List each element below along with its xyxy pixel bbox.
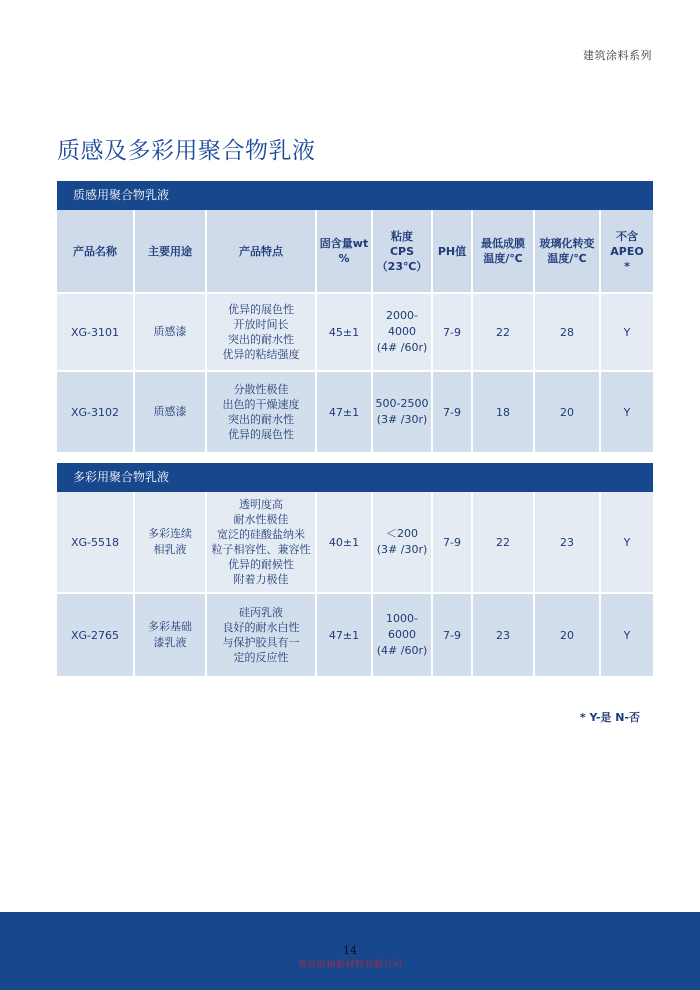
col-header-solid-content [317, 210, 373, 294]
viscosity [373, 372, 433, 454]
header-line: 温度/℃ [547, 252, 587, 265]
viscosity-spindle: (3# /30r) [376, 413, 428, 426]
features [207, 294, 317, 372]
product-name: XG-3102 [57, 372, 135, 454]
section-title-multicolor: 多彩用聚合物乳液 [57, 463, 653, 492]
viscosity [373, 594, 433, 678]
viscosity [373, 294, 433, 372]
ph-value: 7-9 [433, 594, 473, 678]
feature-line: 出色的干燥速度 [222, 398, 300, 411]
col-header-ph: PH值 [433, 210, 473, 294]
solid-content: 45±1 [317, 294, 373, 372]
mfft-value: 22 [473, 294, 535, 372]
multicolor-emulsion-table [57, 492, 653, 678]
solid-content: 47±1 [317, 372, 373, 454]
col-header-product-name: 产品名称 [57, 210, 135, 294]
use-line: 多彩基础 [148, 620, 192, 633]
tg-value: 23 [535, 492, 601, 594]
viscosity-spindle: (4# /60r) [376, 341, 428, 354]
mfft-value: 22 [473, 492, 535, 594]
feature-line: 优异的粘结强度 [222, 348, 300, 361]
solid-content: 40±1 [317, 492, 373, 594]
mfft-value: 23 [473, 594, 535, 678]
feature-line: 与保护胶具有一 [222, 636, 300, 649]
tg-value: 20 [535, 594, 601, 678]
apeo-free: Y [601, 294, 653, 372]
viscosity-value: 500-2500 [375, 397, 429, 410]
series-label: 建筑涂料系列 [583, 49, 652, 62]
viscosity-value: 1000-6000 [386, 612, 418, 641]
header-line: * [624, 259, 630, 273]
header-line: 玻璃化转变 [539, 237, 595, 250]
table-row [57, 492, 653, 594]
header-line: 固含量wt [319, 237, 369, 250]
feature-line: 硅丙乳液 [239, 606, 283, 619]
feature-line: 粒子相容性、兼容性 [211, 543, 311, 556]
col-header-apeo [601, 210, 653, 294]
mfft-value: 18 [473, 372, 535, 454]
header-line: 不含 [616, 229, 638, 243]
feature-line: 分散性极佳 [233, 383, 289, 396]
feature-line: 突出的耐水性 [228, 413, 294, 426]
feature-line: 宽泛的硅酸盐纳米 [217, 528, 305, 541]
main-use: 质感漆 [135, 294, 207, 372]
use-line: 相乳液 [153, 543, 187, 556]
features [207, 492, 317, 594]
viscosity-value: ＜200 [386, 527, 418, 540]
feature-line: 透明度高 [239, 498, 283, 511]
viscosity [373, 492, 433, 594]
col-header-tg [535, 210, 601, 294]
ph-value: 7-9 [433, 294, 473, 372]
header-line: 粘度 [391, 229, 413, 243]
apeo-free: Y [601, 372, 653, 454]
viscosity-spindle: (3# /30r) [376, 543, 428, 556]
header-line: CPS [389, 244, 415, 258]
feature-line: 附着力极佳 [233, 573, 289, 586]
texture-emulsion-table [57, 210, 653, 454]
viscosity-value: 2000-4000 [386, 309, 418, 338]
use-line: 多彩连续 [148, 527, 192, 540]
feature-line: 开放时间长 [233, 318, 289, 331]
table-row [57, 594, 653, 678]
solid-content: 47±1 [317, 594, 373, 678]
header-line: % [338, 252, 350, 265]
col-header-viscosity [373, 210, 433, 294]
tg-value: 28 [535, 294, 601, 372]
viscosity-spindle: (4# /60r) [376, 644, 428, 657]
features [207, 594, 317, 678]
table-row [57, 294, 653, 372]
feature-line: 定的反应性 [233, 651, 289, 664]
tg-value: 20 [535, 372, 601, 454]
feature-line: 优异的展色性 [228, 428, 294, 441]
product-name: XG-5518 [57, 492, 135, 594]
table-row [57, 372, 653, 454]
apeo-free: Y [601, 594, 653, 678]
main-use [135, 492, 207, 594]
apeo-footnote: * Y-是 N-否 [579, 711, 640, 724]
feature-line: 优异的展色性 [228, 303, 294, 316]
header-line: （23℃） [376, 259, 428, 273]
product-name: XG-2765 [57, 594, 135, 678]
col-header-main-use: 主要用途 [135, 210, 207, 294]
apeo-free: Y [601, 492, 653, 594]
section-title-texture: 质感用聚合物乳液 [57, 181, 653, 210]
page-number: 14 [343, 944, 357, 957]
feature-line: 良好的耐水白性 [222, 621, 300, 634]
header-line: 温度/℃ [483, 252, 523, 265]
product-name: XG-3101 [57, 294, 135, 372]
col-header-mfft [473, 210, 535, 294]
col-header-features: 产品特点 [207, 210, 317, 294]
header-line: 最低成膜 [481, 237, 525, 250]
use-line: 漆乳液 [153, 636, 187, 649]
header-line: APEO [610, 244, 644, 258]
feature-line: 优异的耐候性 [228, 558, 294, 571]
table-header-row [57, 210, 653, 294]
features [207, 372, 317, 454]
footer-stamp: 青岛佰和新材料有限公司 [297, 960, 403, 970]
main-use: 质感漆 [135, 372, 207, 454]
ph-value: 7-9 [433, 372, 473, 454]
feature-line: 突出的耐水性 [228, 333, 294, 346]
feature-line: 耐水性极佳 [233, 513, 289, 526]
ph-value: 7-9 [433, 492, 473, 594]
page-title: 质感及多彩用聚合物乳液 [57, 138, 316, 164]
main-use [135, 594, 207, 678]
